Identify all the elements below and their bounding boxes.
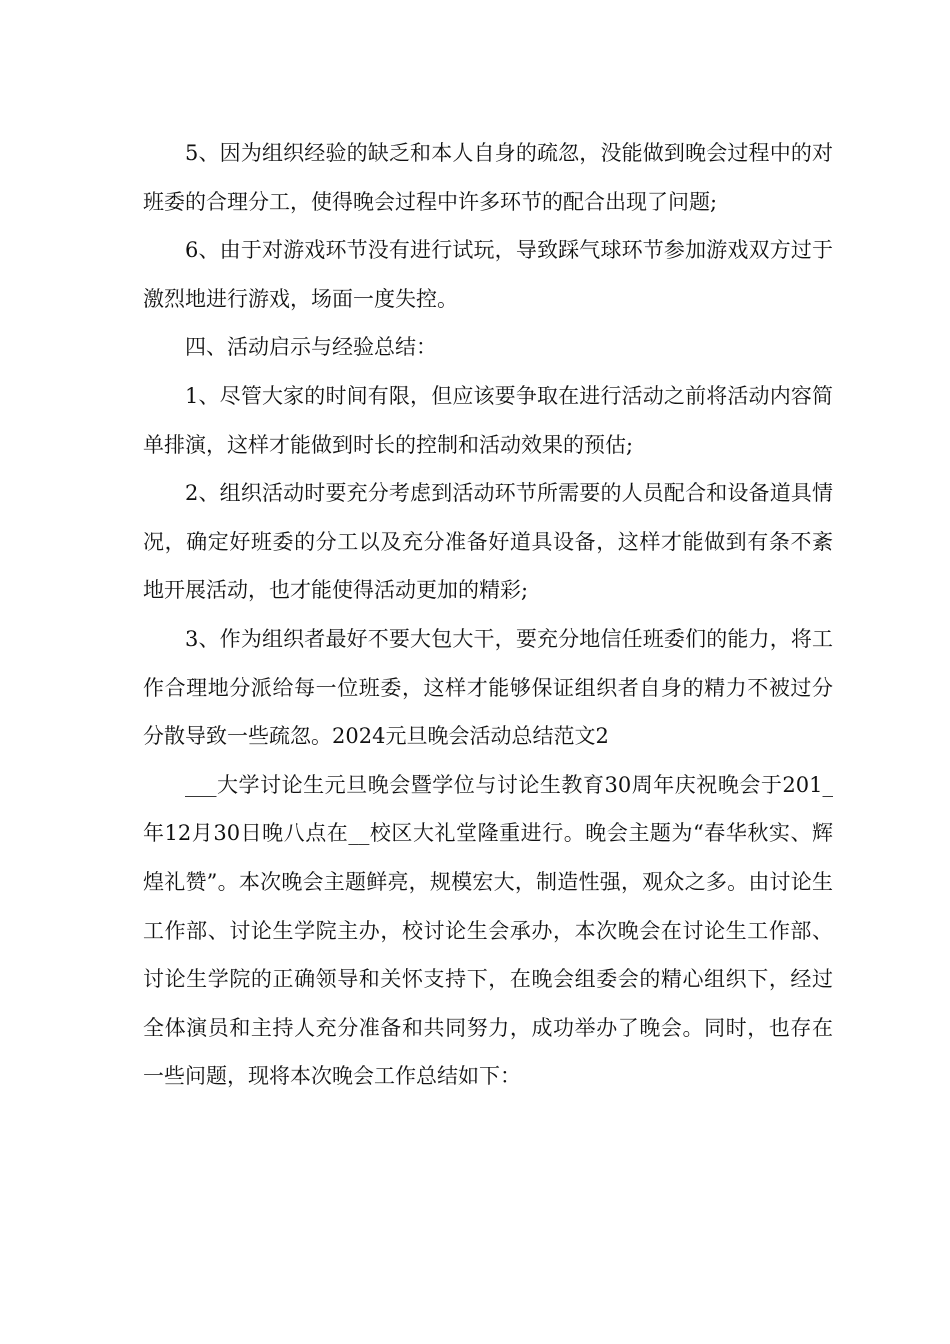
document-body [143, 129, 833, 1101]
paragraph-lesson-1: 1、尽管大家的时间有限，但应该要争取在进行活动之前将活动内容简单排演，这样才能做到时长的控制和活动效果的预估; [143, 383, 833, 457]
paragraph-item-6: 6、由于对游戏环节没有进行试玩，导致踩气球环节参加游戏双方过于激烈地进行游戏，场面一度失控。 [143, 238, 833, 311]
paragraph-lesson-3: 3、作为组织者最好不要大包大干，要充分地信任班委们的能力，将工作合理地分派给每一位班委，这样才能够保证组织者自身的精力不被过分分散导致一些疏忽。2024元旦晚会活动总结范文2 [143, 626, 833, 749]
paragraph-intro-2: ___大学讨论生元旦晚会暨学位与讨论生教育30周年庆祝晚会于201_年12月30日晚八点在__校区大礼堂隆重进行。晚会主题为“春华秋实、辉煌礼赞”。本次晚会主题鲜亮，规模宏大，制造性强，观众之多。由讨论生工作部、讨论生学院主办，校讨论生会承办，本次晚会在讨论生工作部、讨论生学院的正确领导和关怀支持下，在晚会组委会的精心组织下，经过全体演员和主持人充分准备和共同努力，成功举办了晚会。同时，也存在一些问题，现将本次晚会工作总结如下： [143, 772, 833, 1089]
paragraph-item-5: 5、因为组织经验的缺乏和本人自身的疏忽，没能做到晚会过程中的对班委的合理分工，使得晚会过程中许多环节的配合出现了问题; [143, 141, 833, 214]
section-heading-four: 四、活动启示与经验总结： [185, 335, 437, 360]
paragraph-lesson-2: 2、组织活动时要充分考虑到活动环节所需要的人员配合和设备道具情况，确定好班委的分工以及充分准备好道具设备，这样才能做到有条不紊地开展活动，也才能使得活动更加的精彩; [143, 481, 833, 603]
